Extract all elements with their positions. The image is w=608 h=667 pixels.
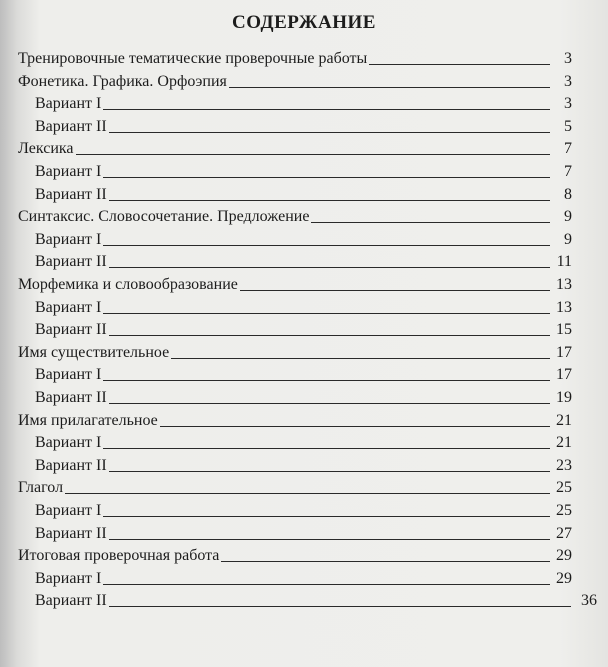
toc-leader-line — [109, 471, 550, 472]
toc-entry-label: Вариант I — [35, 434, 102, 452]
toc-section-entry — [18, 340, 572, 362]
toc-leader-line — [103, 177, 550, 178]
toc-page-number: 13 — [556, 298, 572, 316]
toc-entry-label: Вариант II — [35, 524, 107, 542]
toc-entry-label: Глагол — [18, 479, 64, 497]
toc-entry-label: Вариант I — [35, 502, 102, 519]
toc-entry-label: Фонетика. Графика. Орфоэпия — [18, 72, 227, 90]
toc-leader-line — [103, 584, 550, 585]
toc-entry-label: Лексика — [18, 140, 74, 158]
toc-leader-line — [65, 493, 550, 494]
toc-leader-line — [240, 290, 550, 291]
toc-section-entry — [18, 204, 572, 226]
toc-leader-line — [103, 448, 550, 449]
toc-page-number: 11 — [556, 253, 572, 271]
toc-page-number: 17 — [556, 343, 572, 361]
toc-subentry — [35, 566, 572, 588]
toc-subentry — [35, 91, 572, 113]
toc-page-number: 25 — [556, 479, 572, 497]
toc-page-number: 29 — [556, 569, 572, 587]
toc-subentry — [35, 430, 572, 452]
toc-page-number: 25 — [556, 502, 572, 519]
toc-page-number: 3 — [564, 95, 572, 113]
toc-section-entry — [18, 475, 572, 497]
toc-subentry — [35, 521, 572, 543]
toc-entry-label: Вариант I — [35, 366, 102, 384]
toc-page-number: 36 — [581, 592, 597, 610]
toc-leader-line — [103, 380, 550, 381]
toc-leader-line — [103, 516, 550, 517]
toc-page-number: 9 — [564, 208, 572, 226]
toc-subentry — [35, 385, 572, 407]
toc-page-number: 3 — [564, 72, 572, 90]
toc-subentry — [35, 498, 572, 520]
toc-leader-line — [171, 358, 550, 359]
toc-leader-line — [103, 245, 550, 246]
toc-subentry — [35, 295, 572, 317]
toc-page-number: 15 — [556, 321, 572, 339]
toc-page-number: 5 — [564, 117, 572, 135]
toc-section-entry — [18, 69, 572, 91]
toc-page-number: 9 — [564, 230, 572, 248]
toc-entry-label: Вариант II — [35, 592, 107, 610]
toc-entry-label: Морфемика и словообразование — [18, 276, 238, 293]
toc-entry-label: Имя прилагательное — [18, 411, 158, 429]
toc-section-entry — [18, 543, 572, 565]
toc-leader-line — [311, 222, 550, 223]
toc-section-entry — [18, 46, 572, 68]
toc-page-number: 21 — [556, 411, 572, 429]
toc-leader-line — [103, 109, 550, 110]
toc-entry-label: Итоговая проверочная работа — [18, 547, 220, 565]
toc-section-entry — [18, 136, 572, 158]
toc-subentry — [35, 227, 572, 249]
toc-leader-line — [109, 132, 550, 133]
toc-leader-line — [369, 64, 550, 65]
toc-entry-label: Вариант II — [35, 253, 107, 271]
toc-entry-label: Вариант I — [35, 230, 102, 248]
toc-entry-label: Вариант I — [35, 298, 102, 316]
toc-entry-label: Вариант I — [35, 95, 102, 113]
toc-section-entry — [18, 272, 572, 294]
toc-leader-line — [109, 606, 571, 607]
toc-leader-line — [109, 539, 550, 540]
toc-leader-line — [103, 313, 550, 314]
toc-page-number: 17 — [556, 366, 572, 384]
toc-page-number: 27 — [556, 524, 572, 542]
toc-entry-label: Вариант II — [35, 117, 107, 135]
toc-leader-line — [109, 200, 550, 201]
toc-page-number: 3 — [564, 50, 572, 67]
toc-entry-label: Вариант II — [35, 321, 107, 339]
toc-page-number: 7 — [564, 140, 572, 158]
toc-entry-label: Вариант I — [35, 569, 102, 587]
toc-subentry — [35, 362, 572, 384]
toc-leader-line — [229, 87, 550, 88]
toc-subentry — [35, 159, 572, 181]
toc-leader-line — [221, 561, 550, 562]
toc-entry-label: Синтаксис. Словосочетание. Предложение — [18, 208, 310, 226]
toc-entry-label: Вариант II — [35, 389, 107, 406]
toc-page-number: 19 — [556, 389, 572, 406]
toc-subentry — [35, 588, 597, 610]
toc-section-entry — [18, 408, 572, 430]
toc-subentry — [35, 182, 572, 204]
toc-entry-label: Тренировочные тематические проверочные работы — [18, 50, 368, 67]
toc-subentry — [35, 249, 572, 271]
toc-page-number: 23 — [556, 456, 572, 474]
toc-entry-label: Вариант I — [35, 163, 102, 180]
toc-page-number: 8 — [564, 185, 572, 203]
toc-leader-line — [109, 267, 550, 268]
toc-entry-label: Вариант II — [35, 185, 107, 203]
toc-subentry — [35, 114, 572, 136]
toc-leader-line — [160, 426, 550, 427]
toc-subentry — [35, 317, 572, 339]
page-title: СОДЕРЖАНИЕ — [232, 12, 376, 33]
toc-leader-line — [109, 403, 550, 404]
toc-leader-line — [109, 335, 550, 336]
toc-entry-label: Имя существительное — [18, 343, 170, 361]
toc-subentry — [35, 453, 572, 475]
toc-leader-line — [76, 154, 550, 155]
toc-page-number: 21 — [556, 434, 572, 452]
toc-page-number: 29 — [556, 547, 572, 565]
toc-page-number: 7 — [564, 163, 572, 180]
toc-entry-label: Вариант II — [35, 456, 107, 474]
toc-page-number: 13 — [556, 276, 572, 293]
